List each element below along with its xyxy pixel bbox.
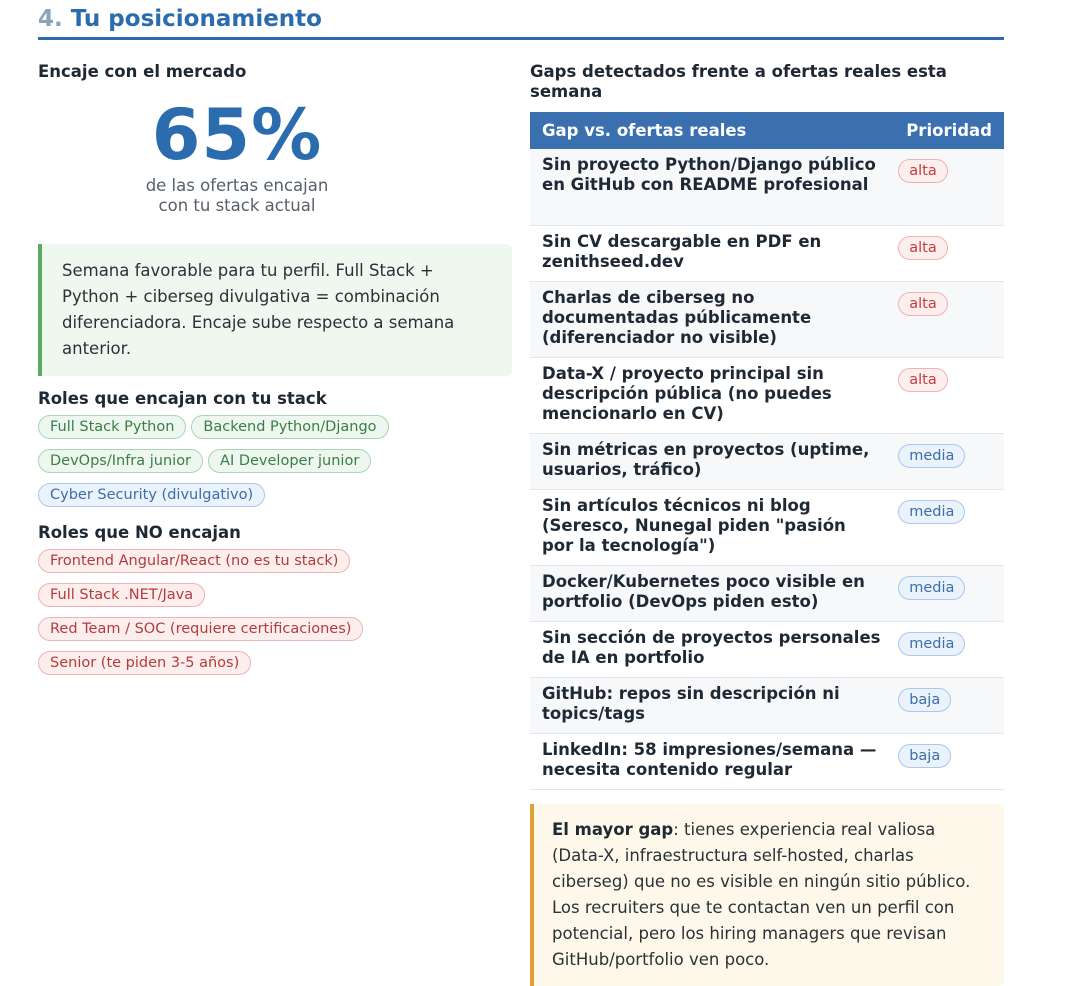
left-column: [38, 62, 512, 685]
gap-cell: Docker/Kubernetes poco visible en portfolio (DevOps piden esto): [530, 565, 894, 621]
section-number: 4.: [38, 6, 63, 32]
fit-note: Semana favorable para tu perfil. Full Stack + Python + ciberseg divulgativa = combinación diferenciadora. Encaje sube respecto a semana anterior.: [38, 244, 512, 376]
gap-cell: Sin CV descargable en PDF en zenithseed.dev: [530, 225, 894, 281]
priority-column-header: Prioridad: [894, 112, 1004, 149]
biggest-gap-text: : tienes experiencia real valiosa (Data-X, infraestructura self-hosted, charlas ciberseg) que no es visible en ningún sitio público. Los recruiters que te contactan ven un perfil con potencial, pero los hiring managers que revisan GitHub/portfolio ven poco.: [552, 819, 971, 969]
table-row: [530, 565, 1004, 621]
fit-stat: [0, 94, 474, 216]
priority-badge: alta: [898, 159, 948, 183]
table-row: [530, 281, 1004, 357]
gaps-column-header: Gap vs. ofertas reales: [530, 112, 894, 149]
roles-nofit-tags: [38, 549, 512, 685]
fit-percentage: 65%: [151, 94, 323, 176]
priority-badge: baja: [898, 688, 951, 712]
biggest-gap-lead: El mayor gap: [552, 819, 674, 839]
gap-cell: Sin artículos técnicos ni blog (Seresco, Nunegal piden "pasión por la tecnología"): [530, 489, 894, 565]
table-row: [530, 733, 1004, 789]
priority-badge: media: [898, 576, 965, 600]
gap-cell: Charlas de ciberseg no documentadas públicamente (diferenciador no visible): [530, 281, 894, 357]
role-tag: Senior (te piden 3-5 años): [38, 651, 251, 675]
priority-cell: [894, 357, 1004, 433]
role-tag: Frontend Angular/React (no es tu stack): [38, 549, 350, 573]
table-row: [530, 225, 1004, 281]
biggest-gap-note: [530, 804, 1004, 986]
role-tag: AI Developer junior: [208, 449, 371, 473]
table-row: [530, 357, 1004, 433]
role-tag: Full Stack .NET/Java: [38, 583, 205, 607]
gap-cell: Sin métricas en proyectos (uptime, usuarios, tráfico): [530, 433, 894, 489]
role-tag: DevOps/Infra junior: [38, 449, 203, 473]
priority-cell: [894, 733, 1004, 789]
priority-cell: [894, 281, 1004, 357]
priority-badge: media: [898, 500, 965, 524]
gap-cell: Sin sección de proyectos personales de IA en portfolio: [530, 621, 894, 677]
priority-cell: [894, 149, 1004, 225]
gaps-table-body: [530, 149, 1004, 789]
priority-cell: [894, 565, 1004, 621]
section-title-text: Tu posicionamiento: [70, 6, 322, 32]
table-row: [530, 677, 1004, 733]
right-column: [530, 62, 1004, 986]
priority-cell: [894, 433, 1004, 489]
gap-cell: Sin proyecto Python/Django público en GitHub con README profesional: [530, 149, 894, 225]
fit-heading: Encaje con el mercado: [38, 62, 247, 81]
role-tag: Red Team / SOC (requiere certificaciones): [38, 617, 363, 641]
priority-badge: media: [898, 444, 965, 468]
priority-badge: media: [898, 632, 965, 656]
table-row: [530, 149, 1004, 225]
table-row: [530, 489, 1004, 565]
gap-cell: LinkedIn: 58 impresiones/semana — necesita contenido regular: [530, 733, 894, 789]
gap-cell: GitHub: repos sin descripción ni topics/tags: [530, 677, 894, 733]
fit-caption-line1: de las ofertas encajan: [145, 176, 329, 195]
table-row: [530, 433, 1004, 489]
priority-cell: [894, 621, 1004, 677]
priority-cell: [894, 225, 1004, 281]
priority-cell: [894, 677, 1004, 733]
role-tag: Full Stack Python: [38, 415, 186, 439]
roles-fit-tags: [38, 415, 512, 517]
priority-badge: alta: [898, 368, 948, 392]
roles-fit-heading: Roles que encajan con tu stack: [38, 389, 327, 408]
priority-badge: alta: [898, 292, 948, 316]
priority-cell: [894, 489, 1004, 565]
priority-badge: baja: [898, 744, 951, 768]
role-tag: Cyber Security (divulgativo): [38, 483, 265, 507]
gaps-table: [530, 112, 1004, 790]
role-tag: Backend Python/Django: [191, 415, 388, 439]
gaps-heading: Gaps detectados frente a ofertas reales esta semana: [530, 62, 947, 101]
fit-caption-line2: con tu stack actual: [158, 196, 316, 215]
gap-cell: Data-X / proyecto principal sin descripción pública (no puedes mencionarlo en CV): [530, 357, 894, 433]
priority-badge: alta: [898, 236, 948, 260]
section-title: [38, 6, 1004, 40]
table-row: [530, 621, 1004, 677]
roles-nofit-heading: Roles que NO encajan: [38, 523, 241, 542]
